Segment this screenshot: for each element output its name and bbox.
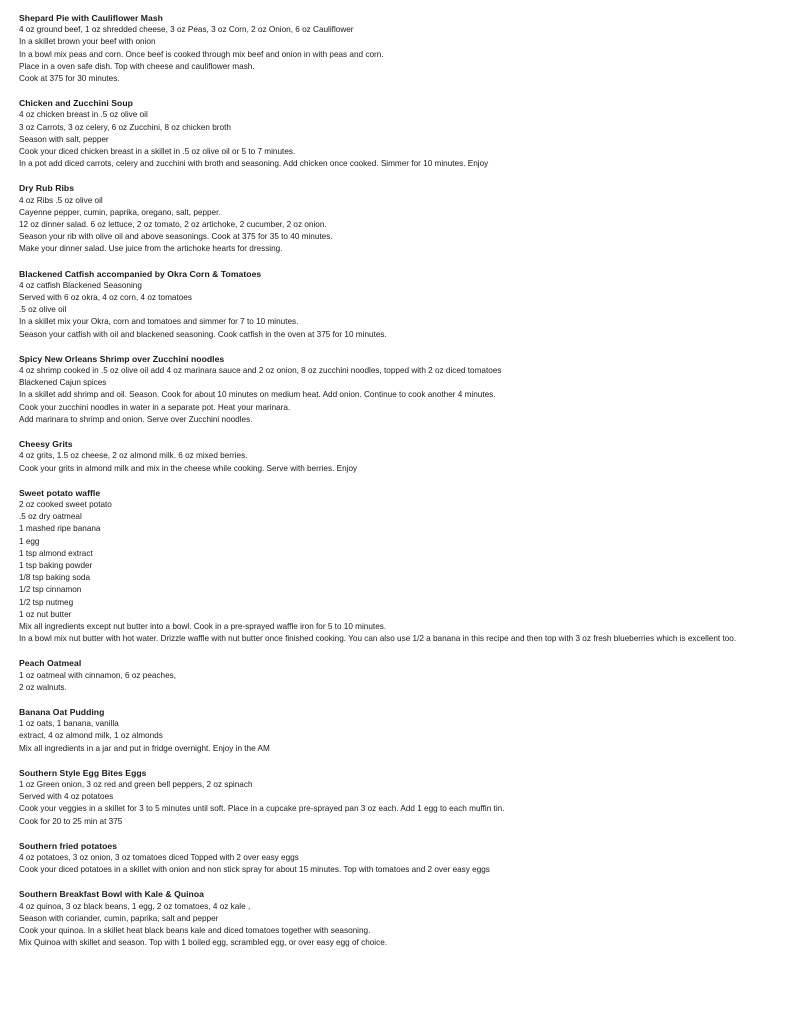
recipe-line: Blackened Cajun spices bbox=[19, 378, 107, 388]
recipe-line: Season your rib with olive oil and above seasonings. Cook at 375 for 35 to 40 minutes. bbox=[19, 232, 333, 242]
recipe-line: 2 oz cooked sweet potato bbox=[19, 499, 112, 509]
recipe-line: 12 oz dinner salad. 6 oz lettuce, 2 oz tomato, 2 oz artichoke, 2 cucumber, 2 oz onion. bbox=[19, 220, 327, 230]
recipe-line: 4 oz Ribs .5 oz olive oil bbox=[19, 195, 103, 205]
recipe-peach-oatmeal bbox=[19, 657, 771, 694]
recipe-line: 1/2 tsp nutmeg bbox=[19, 597, 74, 607]
recipe-line: 1 oz oats, 1 banana, vanilla bbox=[19, 719, 119, 729]
recipe-title: Chicken and Zucchini Soup bbox=[19, 98, 133, 109]
recipe-line: In a bowl mix peas and corn. Once beef is cooked through mix beef and onion in with peas and corn. bbox=[19, 49, 384, 59]
recipe-line: Cook your quinoa. In a skillet heat black beans kale and diced tomatoes together with seasoning. bbox=[19, 926, 371, 935]
recipe-line: Place in a oven safe dish. Top with cheese and cauliflower mash. bbox=[19, 61, 255, 71]
recipe-breakfast-bowl bbox=[19, 888, 771, 949]
recipe-line: 1 tsp baking powder bbox=[19, 560, 93, 570]
recipe-title: Dry Rub Ribs bbox=[19, 183, 75, 194]
recipe-line: Season your catfish with oil and blackened seasoning. Cook catfish in the oven at 375 for 10 minutes. bbox=[19, 329, 387, 339]
recipe-line: extract, 4 oz almond milk, 1 oz almonds bbox=[19, 731, 163, 741]
recipe-title: Southern Breakfast Bowl with Kale & Quinoa bbox=[19, 889, 204, 900]
recipe-line: Cayenne pepper, cumin, paprika, oregano, salt, pepper. bbox=[19, 207, 221, 217]
recipe-line: 4 oz quinoa, 3 oz black beans, 1 egg, 2 oz tomatoes, 4 oz kale , bbox=[19, 901, 251, 911]
recipe-line: 4 oz catfish Blackened Seasoning bbox=[19, 280, 142, 290]
recipe-line: In a skillet add shrimp and oil. Season. Cook for about 10 minutes on medium heat. Add onion. Continue to cook another 4 minutes. bbox=[19, 390, 496, 400]
recipe-line: 2 oz walnuts. bbox=[19, 682, 67, 692]
recipe-line: Cook your diced chicken breast in a skillet in .5 oz olive oil or 5 to 7 minutes. bbox=[19, 147, 296, 157]
recipe-blackened-catfish bbox=[19, 268, 771, 341]
recipe-line: Cook your grits in almond milk and mix in the cheese while cooking. Serve with berries. Enjoy bbox=[19, 463, 358, 473]
recipe-line: 4 oz shrimp cooked in .5 oz olive oil add 4 oz marinara sauce and 2 oz onion, 8 oz zucchini noodles, topped with 2 oz diced tomatoes bbox=[19, 366, 502, 376]
recipe-line: Mix Quinoa with skillet and season. Top with 1 boiled egg, scrambled egg, or over easy egg of choice. bbox=[19, 938, 388, 948]
recipe-line: In a skillet mix your Okra, corn and tomatoes and simmer for 7 to 10 minutes. bbox=[19, 317, 299, 327]
recipe-title: Banana Oat Pudding bbox=[19, 706, 105, 717]
recipe-line: 4 oz ground beef, 1 oz shredded cheese, 3 oz Peas, 3 oz Corn, 2 oz Onion, 6 oz Cauliflower bbox=[19, 25, 354, 35]
recipe-shepard-pie bbox=[19, 12, 771, 85]
recipe-line: Served with 4 oz potatoes bbox=[19, 792, 114, 802]
recipe-title: Peach Oatmeal bbox=[19, 658, 82, 669]
recipe-egg-bites bbox=[19, 767, 771, 828]
recipe-line: Add marinara to shrimp and onion. Serve over Zucchini noodles. bbox=[19, 414, 253, 424]
recipe-line: 3 oz Carrots, 3 oz celery, 6 oz Zucchini, 8 oz chicken broth bbox=[19, 122, 231, 132]
recipe-dry-rub-ribs bbox=[19, 182, 771, 255]
recipe-chicken-zucchini-soup bbox=[19, 97, 771, 170]
recipe-line: In a bowl mix nut butter with hot water. Drizzle waffle with nut butter once finished cooking. You can also use 1/2 a banana in this recipe and then top with 3 oz fresh blueberries which is excellent too. bbox=[19, 634, 737, 644]
recipe-title: Blackened Catfish accompanied by Okra Corn & Tomatoes bbox=[19, 268, 262, 279]
recipe-line: 1 oz nut butter bbox=[19, 609, 72, 619]
recipe-line: 1 oz oatmeal with cinnamon, 6 oz peaches, bbox=[19, 670, 177, 680]
recipe-title: Southern fried potatoes bbox=[19, 840, 118, 851]
recipe-line: In a pot add diced carrots, celery and zucchini with broth and seasoning. Add chicken once cooked. Simmer for 10 minutes. Enjoy bbox=[19, 159, 489, 169]
recipe-line: 1/2 tsp cinnamon bbox=[19, 585, 82, 595]
recipe-line: Mix all ingredients in a jar and put in fridge overnight. Enjoy in the AM bbox=[19, 743, 270, 753]
recipe-line: 1 oz Green onion, 3 oz red and green bell peppers, 2 oz spinach bbox=[19, 779, 253, 789]
recipe-line: In a skillet brown your beef with onion bbox=[19, 37, 156, 47]
recipe-line: 4 oz potatoes, 3 oz onion, 3 oz tomatoes diced Topped with 2 over easy eggs bbox=[19, 852, 299, 862]
recipe-line: .5 oz olive oil bbox=[19, 305, 67, 315]
recipe-title: Shepard Pie with Cauliflower Mash bbox=[19, 13, 163, 23]
recipe-sweet-potato-waffle bbox=[19, 487, 771, 646]
recipe-line: 4 oz chicken breast in .5 oz olive oil bbox=[19, 110, 148, 120]
recipe-line: Season with salt, pepper bbox=[19, 134, 109, 144]
recipe-southern-fried-potatoes bbox=[19, 840, 771, 877]
recipe-line: Make your dinner salad. Use juice from the artichoke hearts for dressing. bbox=[19, 244, 283, 254]
recipe-line: 1 mashed ripe banana bbox=[19, 524, 101, 534]
recipe-line: Cook your diced potatoes in a skillet with onion and non stick spray for about 15 minutes. Top with tomatoes and 2 over easy eggs bbox=[19, 865, 490, 875]
recipe-cheesy-grits bbox=[19, 438, 771, 475]
recipe-line: Season with coriander, cumin, paprika, salt and pepper bbox=[19, 913, 219, 923]
recipe-banana-oat-pudding bbox=[19, 706, 771, 755]
recipe-line: Cook for 20 to 25 min at 375 bbox=[19, 816, 123, 826]
recipe-line: Served with 6 oz okra, 4 oz corn, 4 oz tomatoes bbox=[19, 293, 192, 303]
recipe-line: Cook your zucchini noodles in water in a separate pot. Heat your marinara. bbox=[19, 402, 291, 412]
recipe-title: Southern Style Egg Bites Eggs bbox=[19, 767, 147, 778]
recipe-title: Sweet potato waffle bbox=[19, 487, 101, 498]
recipe-line: 4 oz grits, 1.5 oz cheese, 2 oz almond milk. 6 oz mixed berries. bbox=[19, 451, 248, 461]
recipe-line: .5 oz dry oatmeal bbox=[19, 512, 82, 522]
recipe-line: 1 tsp almond extract bbox=[19, 548, 93, 558]
recipe-line: Mix all ingredients except nut butter into a bowl. Cook in a pre-sprayed waffle iron for 5 to 10 minutes. bbox=[19, 621, 387, 631]
recipe-line: 1 egg bbox=[19, 536, 40, 546]
recipe-line: 1/8 tsp baking soda bbox=[19, 573, 91, 583]
recipe-spicy-shrimp bbox=[19, 353, 771, 426]
recipe-line: Cook at 375 for 30 minutes. bbox=[19, 74, 120, 84]
recipe-title: Cheesy Grits bbox=[19, 439, 73, 450]
recipe-title: Spicy New Orleans Shrimp over Zucchini noodles bbox=[19, 353, 225, 364]
recipe-line: Cook your veggies in a skillet for 3 to 5 minutes until soft. Place in a cupcake pre-sprayed pan 3 oz each. Add 1 egg to each muffin tin. bbox=[19, 804, 505, 814]
